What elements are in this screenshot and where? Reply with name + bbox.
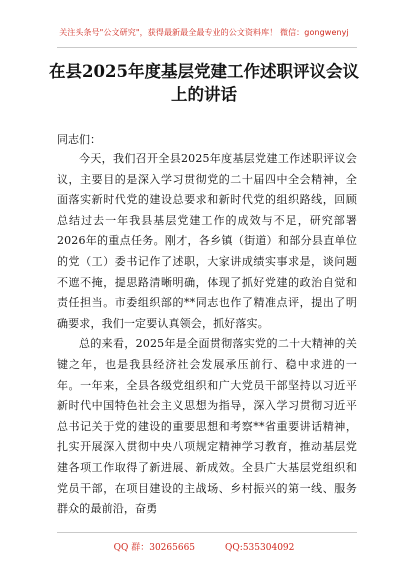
footer-qq-number: QQ:535304092 [225,543,295,553]
footer-contact [0,540,408,553]
document-body [57,130,357,520]
header-divider [57,47,357,48]
document-title: 在县2025年度基层党建工作述职评议会议上的讲话 [49,62,359,104]
header-banner: 关注头条号"公文研究"，获得最新最全最专业的公文资料库！ 微信：gongwenyj [59,28,349,37]
salutation: 同志们： [57,133,101,146]
footer-qq-group: QQ 群：30265665 [113,543,196,553]
paragraph-2: 总的来看，2025年是全面贯彻落实党的二十大精神的关键之年，也是我县经济社会发展承压前行、稳中求进的一年。一年来，全县各级党组织和广大党员干部坚持以习近平新时代中国特色社会主义思想为指导，深入学习贯彻习近平总书记关于党的建设的重要思想和考察**省重要讲话精神，扎实开展深入贯彻中央八项规定精神学习教育，推动基层党建各项工作取得了新进展、新成效。全县广大基层党组织和党员干部，在项目建设的主战场、乡村振兴的第一线、服务群众的最前沿，奋勇 [57,337,357,516]
footer-divider [57,532,357,533]
paragraph-1: 今天，我们召开全县2025年度基层党建工作述职评议会议，主要目的是深入学习贯彻党的二十届四中全会精神，全面落实新时代党的建设总要求和新时代党的组织路线，回顾总结过去一年我县基层党建工作的成效与不足，研究部署2026年的重点任务。刚才，各乡镇（街道）和部分县直单位的党（工）委书记作了述职，大家讲成绩实事求是，谈问题不遮不掩，提思路清晰明确，体现了抓好党建的政治自觉和责任担当。市委组织部的**同志也作了精准点评，提出了明确要求，我们一定要认真领会，抓好落实。 [57,152,357,330]
